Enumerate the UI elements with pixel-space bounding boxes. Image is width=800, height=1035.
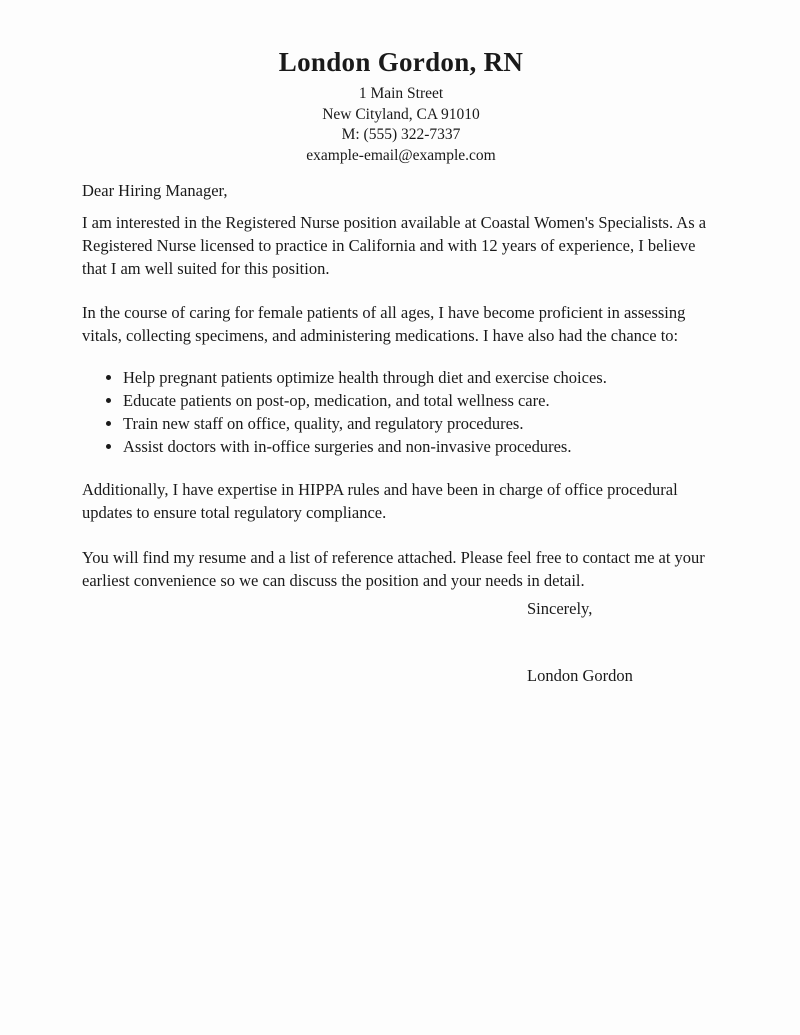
bullet-item: • Assist doctors with in-office surgeries and non-invasive procedures. bbox=[123, 435, 720, 458]
letter-body bbox=[82, 179, 720, 687]
paragraph-experience: In the course of caring for female patients of all ages, I have become proficient in assessing vitals, collecting specimens, and administering medications. I have also had the chance to: bbox=[82, 303, 686, 345]
address-line: 1 Main Street bbox=[358, 85, 444, 102]
city-state-zip-line: New Cityland, CA 91010 bbox=[322, 105, 480, 123]
applicant-name: London Gordon, RN bbox=[278, 47, 524, 77]
paragraph-call-to-action: You will find my resume and a list of reference attached. Please feel free to contact me at your earliest convenience so we can discuss the position and your needs in detail. bbox=[82, 548, 705, 590]
bullet-item: • Help pregnant patients optimize health through diet and exercise choices. bbox=[123, 366, 720, 389]
paragraph-introduction: I am interested in the Registered Nurse position available at Coastal Women's Specialists. As a Registered Nurse licensed to practice in California and with 12 years of experience, I believe that I am well suited for this position. bbox=[82, 213, 707, 278]
bullet-item: • Educate patients on post-op, medication, and total wellness care. bbox=[123, 389, 720, 412]
signature-name: London Gordon bbox=[527, 666, 633, 685]
paragraph-expertise: Additionally, I have expertise in HIPPA rules and have been in charge of office procedural updates to ensure total regulatory compliance. bbox=[82, 480, 678, 522]
closing-block bbox=[527, 597, 720, 687]
letter-header bbox=[82, 46, 720, 166]
valediction: Sincerely, bbox=[527, 599, 593, 618]
salutation: Dear Hiring Manager, bbox=[82, 181, 228, 200]
skills-bullet-list bbox=[82, 366, 720, 458]
bullet-item: • Train new staff on office, quality, and regulatory procedures. bbox=[123, 412, 720, 435]
phone-line: M: (555) 322-7337 bbox=[341, 126, 461, 143]
email-line: example-email@example.com bbox=[306, 146, 496, 164]
